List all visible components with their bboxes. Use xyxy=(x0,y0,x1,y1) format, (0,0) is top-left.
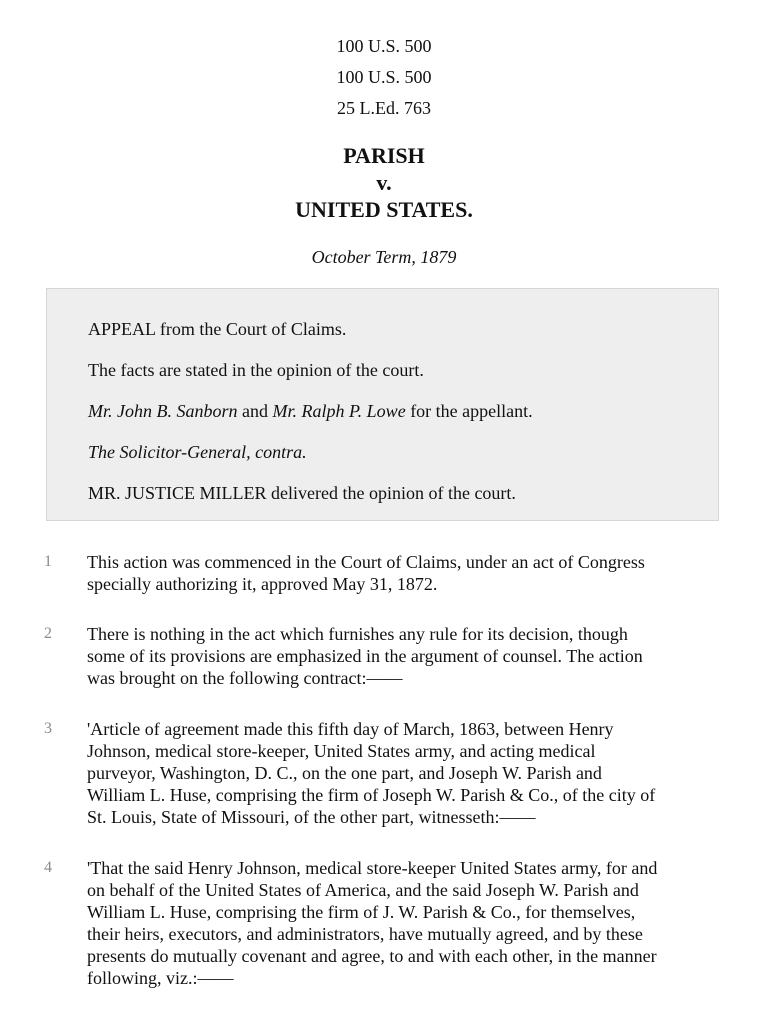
facts-statement: The facts are stated in the opinion of the court. xyxy=(88,360,424,380)
paragraph-line: There is nothing in the act which furnishes any rule for its decision, though xyxy=(87,624,628,644)
paragraph-line: William L. Huse, comprising the firm of J. W. Parish & Co., for themselves, xyxy=(87,902,636,922)
paragraph-text xyxy=(87,718,727,828)
solicitor-general: The Solicitor-General, contra. xyxy=(88,442,307,462)
paragraph-line: on behalf of the United States of America, and the said Joseph W. Parish and xyxy=(87,880,639,900)
paragraph-line: 'That the said Henry Johnson, medical store-keeper United States army, for and xyxy=(87,858,658,878)
paragraph-line: This action was commenced in the Court of Claims, under an act of Congress xyxy=(87,552,645,572)
paragraph-line: St. Louis, State of Missouri, of the other part, witnesseth:—— xyxy=(87,807,536,827)
paragraph-line: following, viz.:—— xyxy=(87,968,234,988)
paragraph-number: 3 xyxy=(44,720,52,737)
counsel-name-lowe: Mr. Ralph P. Lowe xyxy=(272,401,406,421)
paragraph-text xyxy=(87,623,727,689)
counsel-for-appellee xyxy=(88,441,307,463)
paragraph-line: William L. Huse, comprising the firm of Joseph W. Parish & Co., of the city of xyxy=(87,785,656,805)
court-term: October Term, 1879 xyxy=(311,247,457,267)
counsel-role: for the appellant. xyxy=(405,401,533,421)
paragraph-line: their heirs, executors, and administrators, have mutually agreed, and by these xyxy=(87,924,643,944)
paragraph-line: specially authorizing it, approved May 31, 1872. xyxy=(87,574,438,594)
paragraph-text xyxy=(87,857,727,989)
paragraph-line: some of its provisions are emphasized in the argument of counsel. The action xyxy=(87,646,643,666)
caption-party-appellant: PARISH xyxy=(343,143,425,168)
paragraph-text xyxy=(87,551,727,595)
paragraph-line: presents do mutually covenant and agree, to and with each other, in the manner xyxy=(87,946,657,966)
citation-lawyers-edition: 25 L.Ed. 763 xyxy=(337,98,431,118)
paragraph-line: 'Article of agreement made this fifth day of March, 1863, between Henry xyxy=(87,719,614,739)
caption-versus: v. xyxy=(376,170,392,195)
counsel-name-sanborn: Mr. John B. Sanborn xyxy=(88,401,238,421)
appeal-statement: APPEAL from the Court of Claims. xyxy=(88,319,347,339)
syllabus-box xyxy=(46,288,719,521)
citation-us-reports: 100 U.S. 500 xyxy=(336,36,432,56)
paragraph-line: Johnson, medical store-keeper, United States army, and acting medical xyxy=(87,741,596,761)
counsel-conjunction: and xyxy=(237,401,273,421)
paragraph-number: 1 xyxy=(44,553,52,570)
citation-us-reports-parallel: 100 U.S. 500 xyxy=(336,67,432,87)
counsel-for-appellant xyxy=(88,400,533,422)
paragraph-line: purveyor, Washington, D. C., on the one part, and Joseph W. Parish and xyxy=(87,763,602,783)
paragraph-number: 2 xyxy=(44,625,52,642)
opinion-author: MR. JUSTICE MILLER delivered the opinion of the court. xyxy=(88,483,516,503)
paragraph-line: was brought on the following contract:—— xyxy=(87,668,403,688)
paragraph-number: 4 xyxy=(44,859,52,876)
caption-party-appellee: UNITED STATES. xyxy=(295,197,473,222)
